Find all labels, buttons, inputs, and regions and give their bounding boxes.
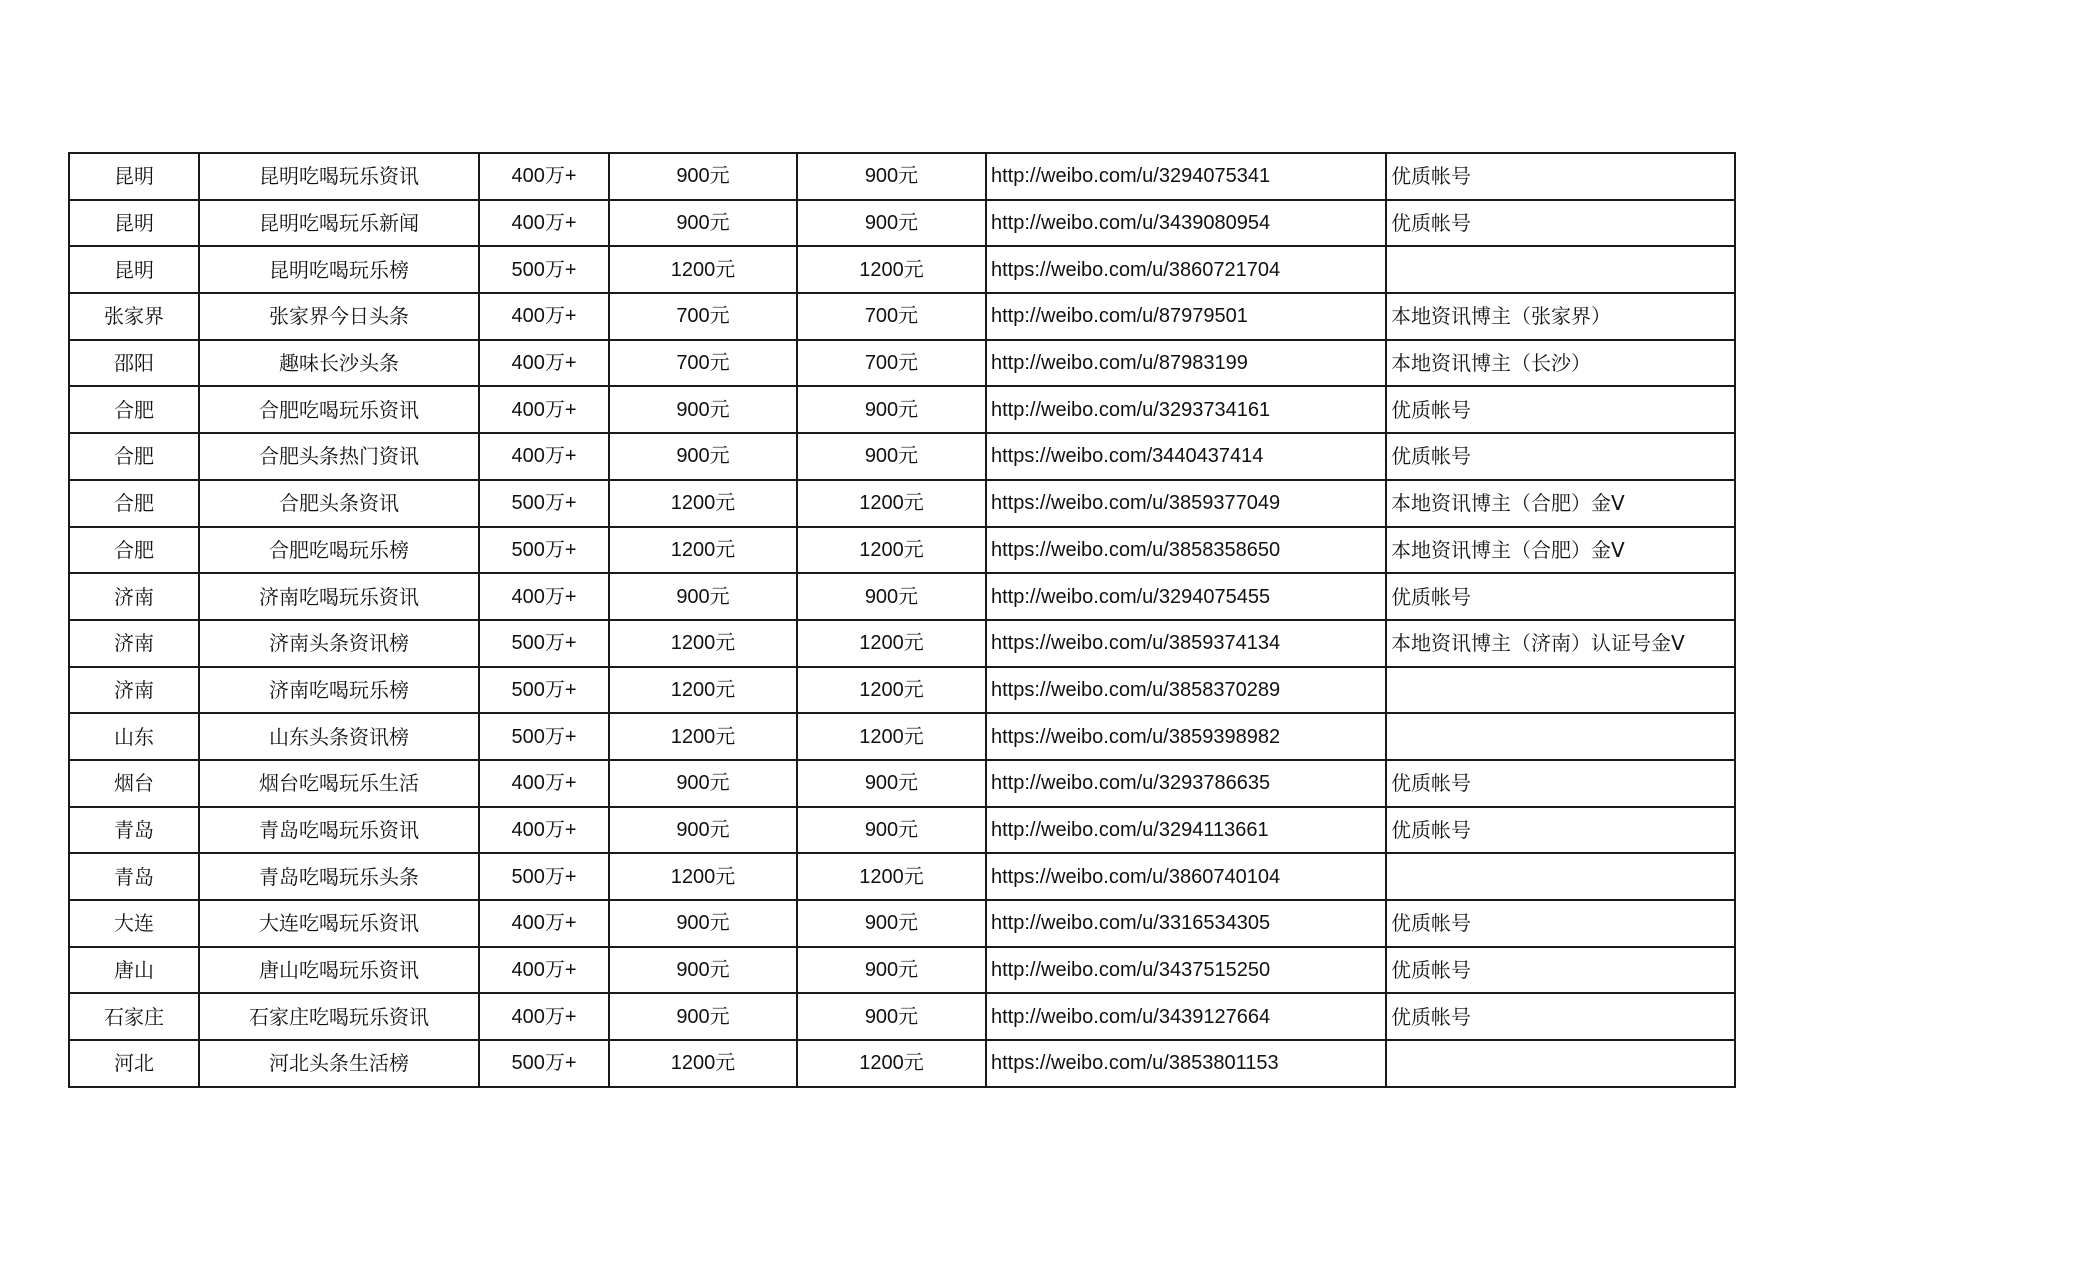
city-cell: 河北 bbox=[69, 1040, 199, 1087]
url-cell: https://weibo.com/u/3859374134 bbox=[986, 620, 1386, 667]
url-cell: https://weibo.com/u/3860721704 bbox=[986, 246, 1386, 293]
account-cell: 合肥吃喝玩乐榜 bbox=[199, 527, 479, 574]
price-a-cell: 900元 bbox=[609, 900, 797, 947]
price-b-cell: 900元 bbox=[797, 760, 986, 807]
fans-cell: 500万+ bbox=[479, 527, 609, 574]
table-row bbox=[69, 200, 1735, 247]
account-cell: 石家庄吃喝玩乐资讯 bbox=[199, 993, 479, 1040]
price-a-cell: 900元 bbox=[609, 807, 797, 854]
fans-cell: 400万+ bbox=[479, 433, 609, 480]
account-cell: 张家界今日头条 bbox=[199, 293, 479, 340]
account-price-table bbox=[68, 152, 1736, 1088]
url-cell: http://weibo.com/u/3294075455 bbox=[986, 573, 1386, 620]
fans-cell: 500万+ bbox=[479, 480, 609, 527]
table-row bbox=[69, 993, 1735, 1040]
account-cell: 山东头条资讯榜 bbox=[199, 713, 479, 760]
price-b-cell: 1200元 bbox=[797, 667, 986, 714]
fans-cell: 500万+ bbox=[479, 667, 609, 714]
table-row bbox=[69, 947, 1735, 994]
fans-cell: 400万+ bbox=[479, 386, 609, 433]
account-cell: 昆明吃喝玩乐新闻 bbox=[199, 200, 479, 247]
price-b-cell: 1200元 bbox=[797, 527, 986, 574]
table-row bbox=[69, 246, 1735, 293]
note-cell: 优质帐号 bbox=[1386, 153, 1735, 200]
table-row bbox=[69, 527, 1735, 574]
city-cell: 合肥 bbox=[69, 527, 199, 574]
price-a-cell: 700元 bbox=[609, 340, 797, 387]
city-cell: 唐山 bbox=[69, 947, 199, 994]
price-b-cell: 1200元 bbox=[797, 1040, 986, 1087]
city-cell: 青岛 bbox=[69, 853, 199, 900]
account-cell: 昆明吃喝玩乐资讯 bbox=[199, 153, 479, 200]
url-cell: http://weibo.com/u/3437515250 bbox=[986, 947, 1386, 994]
price-a-cell: 1200元 bbox=[609, 667, 797, 714]
note-cell bbox=[1386, 853, 1735, 900]
fans-cell: 400万+ bbox=[479, 153, 609, 200]
note-cell bbox=[1386, 246, 1735, 293]
city-cell: 石家庄 bbox=[69, 993, 199, 1040]
account-cell: 济南吃喝玩乐榜 bbox=[199, 667, 479, 714]
note-cell bbox=[1386, 1040, 1735, 1087]
price-b-cell: 1200元 bbox=[797, 713, 986, 760]
note-cell: 优质帐号 bbox=[1386, 947, 1735, 994]
url-cell: http://weibo.com/u/87979501 bbox=[986, 293, 1386, 340]
account-cell: 昆明吃喝玩乐榜 bbox=[199, 246, 479, 293]
account-cell: 青岛吃喝玩乐资讯 bbox=[199, 807, 479, 854]
price-a-cell: 900元 bbox=[609, 386, 797, 433]
account-cell: 合肥头条热门资讯 bbox=[199, 433, 479, 480]
account-cell: 济南头条资讯榜 bbox=[199, 620, 479, 667]
fans-cell: 400万+ bbox=[479, 573, 609, 620]
url-cell: https://weibo.com/3440437414 bbox=[986, 433, 1386, 480]
note-cell: 优质帐号 bbox=[1386, 760, 1735, 807]
price-a-cell: 1200元 bbox=[609, 713, 797, 760]
table-row bbox=[69, 293, 1735, 340]
price-b-cell: 700元 bbox=[797, 293, 986, 340]
note-cell: 优质帐号 bbox=[1386, 386, 1735, 433]
fans-cell: 500万+ bbox=[479, 713, 609, 760]
fans-cell: 500万+ bbox=[479, 620, 609, 667]
price-a-cell: 1200元 bbox=[609, 853, 797, 900]
url-cell: http://weibo.com/u/3439127664 bbox=[986, 993, 1386, 1040]
price-b-cell: 1200元 bbox=[797, 620, 986, 667]
note-cell: 本地资讯博主（济南）认证号金V bbox=[1386, 620, 1735, 667]
account-cell: 唐山吃喝玩乐资讯 bbox=[199, 947, 479, 994]
price-b-cell: 900元 bbox=[797, 573, 986, 620]
table-row bbox=[69, 1040, 1735, 1087]
note-cell: 本地资讯博主（张家界） bbox=[1386, 293, 1735, 340]
account-cell: 大连吃喝玩乐资讯 bbox=[199, 900, 479, 947]
table-row bbox=[69, 667, 1735, 714]
url-cell: https://weibo.com/u/3860740104 bbox=[986, 853, 1386, 900]
price-b-cell: 900元 bbox=[797, 433, 986, 480]
price-a-cell: 1200元 bbox=[609, 620, 797, 667]
url-cell: http://weibo.com/u/3439080954 bbox=[986, 200, 1386, 247]
note-cell: 本地资讯博主（合肥）金V bbox=[1386, 480, 1735, 527]
price-b-cell: 700元 bbox=[797, 340, 986, 387]
account-cell: 青岛吃喝玩乐头条 bbox=[199, 853, 479, 900]
table-row bbox=[69, 900, 1735, 947]
url-cell: http://weibo.com/u/3316534305 bbox=[986, 900, 1386, 947]
city-cell: 合肥 bbox=[69, 386, 199, 433]
price-a-cell: 700元 bbox=[609, 293, 797, 340]
price-b-cell: 900元 bbox=[797, 386, 986, 433]
price-b-cell: 900元 bbox=[797, 993, 986, 1040]
account-cell: 合肥吃喝玩乐资讯 bbox=[199, 386, 479, 433]
account-cell: 济南吃喝玩乐资讯 bbox=[199, 573, 479, 620]
fans-cell: 400万+ bbox=[479, 807, 609, 854]
note-cell: 优质帐号 bbox=[1386, 200, 1735, 247]
price-b-cell: 1200元 bbox=[797, 246, 986, 293]
city-cell: 昆明 bbox=[69, 200, 199, 247]
url-cell: https://weibo.com/u/3859377049 bbox=[986, 480, 1386, 527]
price-b-cell: 900元 bbox=[797, 807, 986, 854]
price-a-cell: 1200元 bbox=[609, 1040, 797, 1087]
city-cell: 济南 bbox=[69, 620, 199, 667]
fans-cell: 400万+ bbox=[479, 947, 609, 994]
url-cell: https://weibo.com/u/3858370289 bbox=[986, 667, 1386, 714]
account-cell: 趣味长沙头条 bbox=[199, 340, 479, 387]
table-row bbox=[69, 713, 1735, 760]
fans-cell: 500万+ bbox=[479, 1040, 609, 1087]
fans-cell: 500万+ bbox=[479, 853, 609, 900]
city-cell: 合肥 bbox=[69, 480, 199, 527]
table-row bbox=[69, 153, 1735, 200]
note-cell: 优质帐号 bbox=[1386, 807, 1735, 854]
price-b-cell: 900元 bbox=[797, 900, 986, 947]
note-cell: 本地资讯博主（长沙） bbox=[1386, 340, 1735, 387]
city-cell: 济南 bbox=[69, 667, 199, 714]
fans-cell: 400万+ bbox=[479, 900, 609, 947]
fans-cell: 400万+ bbox=[479, 200, 609, 247]
fans-cell: 400万+ bbox=[479, 760, 609, 807]
table-row bbox=[69, 620, 1735, 667]
city-cell: 济南 bbox=[69, 573, 199, 620]
table-row bbox=[69, 433, 1735, 480]
note-cell: 优质帐号 bbox=[1386, 573, 1735, 620]
price-a-cell: 900元 bbox=[609, 947, 797, 994]
price-b-cell: 900元 bbox=[797, 947, 986, 994]
url-cell: http://weibo.com/u/3294075341 bbox=[986, 153, 1386, 200]
table-row bbox=[69, 760, 1735, 807]
price-a-cell: 1200元 bbox=[609, 246, 797, 293]
city-cell: 张家界 bbox=[69, 293, 199, 340]
fans-cell: 500万+ bbox=[479, 246, 609, 293]
table-row bbox=[69, 853, 1735, 900]
url-cell: http://weibo.com/u/3293734161 bbox=[986, 386, 1386, 433]
url-cell: https://weibo.com/u/3853801153 bbox=[986, 1040, 1386, 1087]
fans-cell: 400万+ bbox=[479, 293, 609, 340]
note-cell bbox=[1386, 713, 1735, 760]
price-b-cell: 900元 bbox=[797, 200, 986, 247]
table-row bbox=[69, 340, 1735, 387]
table-row bbox=[69, 807, 1735, 854]
city-cell: 青岛 bbox=[69, 807, 199, 854]
price-a-cell: 900元 bbox=[609, 433, 797, 480]
price-a-cell: 900元 bbox=[609, 153, 797, 200]
note-cell: 优质帐号 bbox=[1386, 433, 1735, 480]
city-cell: 合肥 bbox=[69, 433, 199, 480]
note-cell: 优质帐号 bbox=[1386, 900, 1735, 947]
note-cell bbox=[1386, 667, 1735, 714]
city-cell: 邵阳 bbox=[69, 340, 199, 387]
price-a-cell: 900元 bbox=[609, 760, 797, 807]
city-cell: 烟台 bbox=[69, 760, 199, 807]
url-cell: http://weibo.com/u/3294113661 bbox=[986, 807, 1386, 854]
url-cell: http://weibo.com/u/87983199 bbox=[986, 340, 1386, 387]
city-cell: 昆明 bbox=[69, 246, 199, 293]
price-a-cell: 1200元 bbox=[609, 527, 797, 574]
price-b-cell: 1200元 bbox=[797, 853, 986, 900]
price-a-cell: 900元 bbox=[609, 993, 797, 1040]
account-cell: 河北头条生活榜 bbox=[199, 1040, 479, 1087]
note-cell: 优质帐号 bbox=[1386, 993, 1735, 1040]
table-row bbox=[69, 480, 1735, 527]
city-cell: 昆明 bbox=[69, 153, 199, 200]
table-row bbox=[69, 573, 1735, 620]
fans-cell: 400万+ bbox=[479, 993, 609, 1040]
price-a-cell: 900元 bbox=[609, 573, 797, 620]
url-cell: http://weibo.com/u/3293786635 bbox=[986, 760, 1386, 807]
account-cell: 烟台吃喝玩乐生活 bbox=[199, 760, 479, 807]
url-cell: https://weibo.com/u/3859398982 bbox=[986, 713, 1386, 760]
price-a-cell: 1200元 bbox=[609, 480, 797, 527]
fans-cell: 400万+ bbox=[479, 340, 609, 387]
table-row bbox=[69, 386, 1735, 433]
note-cell: 本地资讯博主（合肥）金V bbox=[1386, 527, 1735, 574]
price-a-cell: 900元 bbox=[609, 200, 797, 247]
city-cell: 大连 bbox=[69, 900, 199, 947]
price-b-cell: 900元 bbox=[797, 153, 986, 200]
account-cell: 合肥头条资讯 bbox=[199, 480, 479, 527]
city-cell: 山东 bbox=[69, 713, 199, 760]
table-body bbox=[69, 153, 1735, 1087]
price-b-cell: 1200元 bbox=[797, 480, 986, 527]
url-cell: https://weibo.com/u/3858358650 bbox=[986, 527, 1386, 574]
